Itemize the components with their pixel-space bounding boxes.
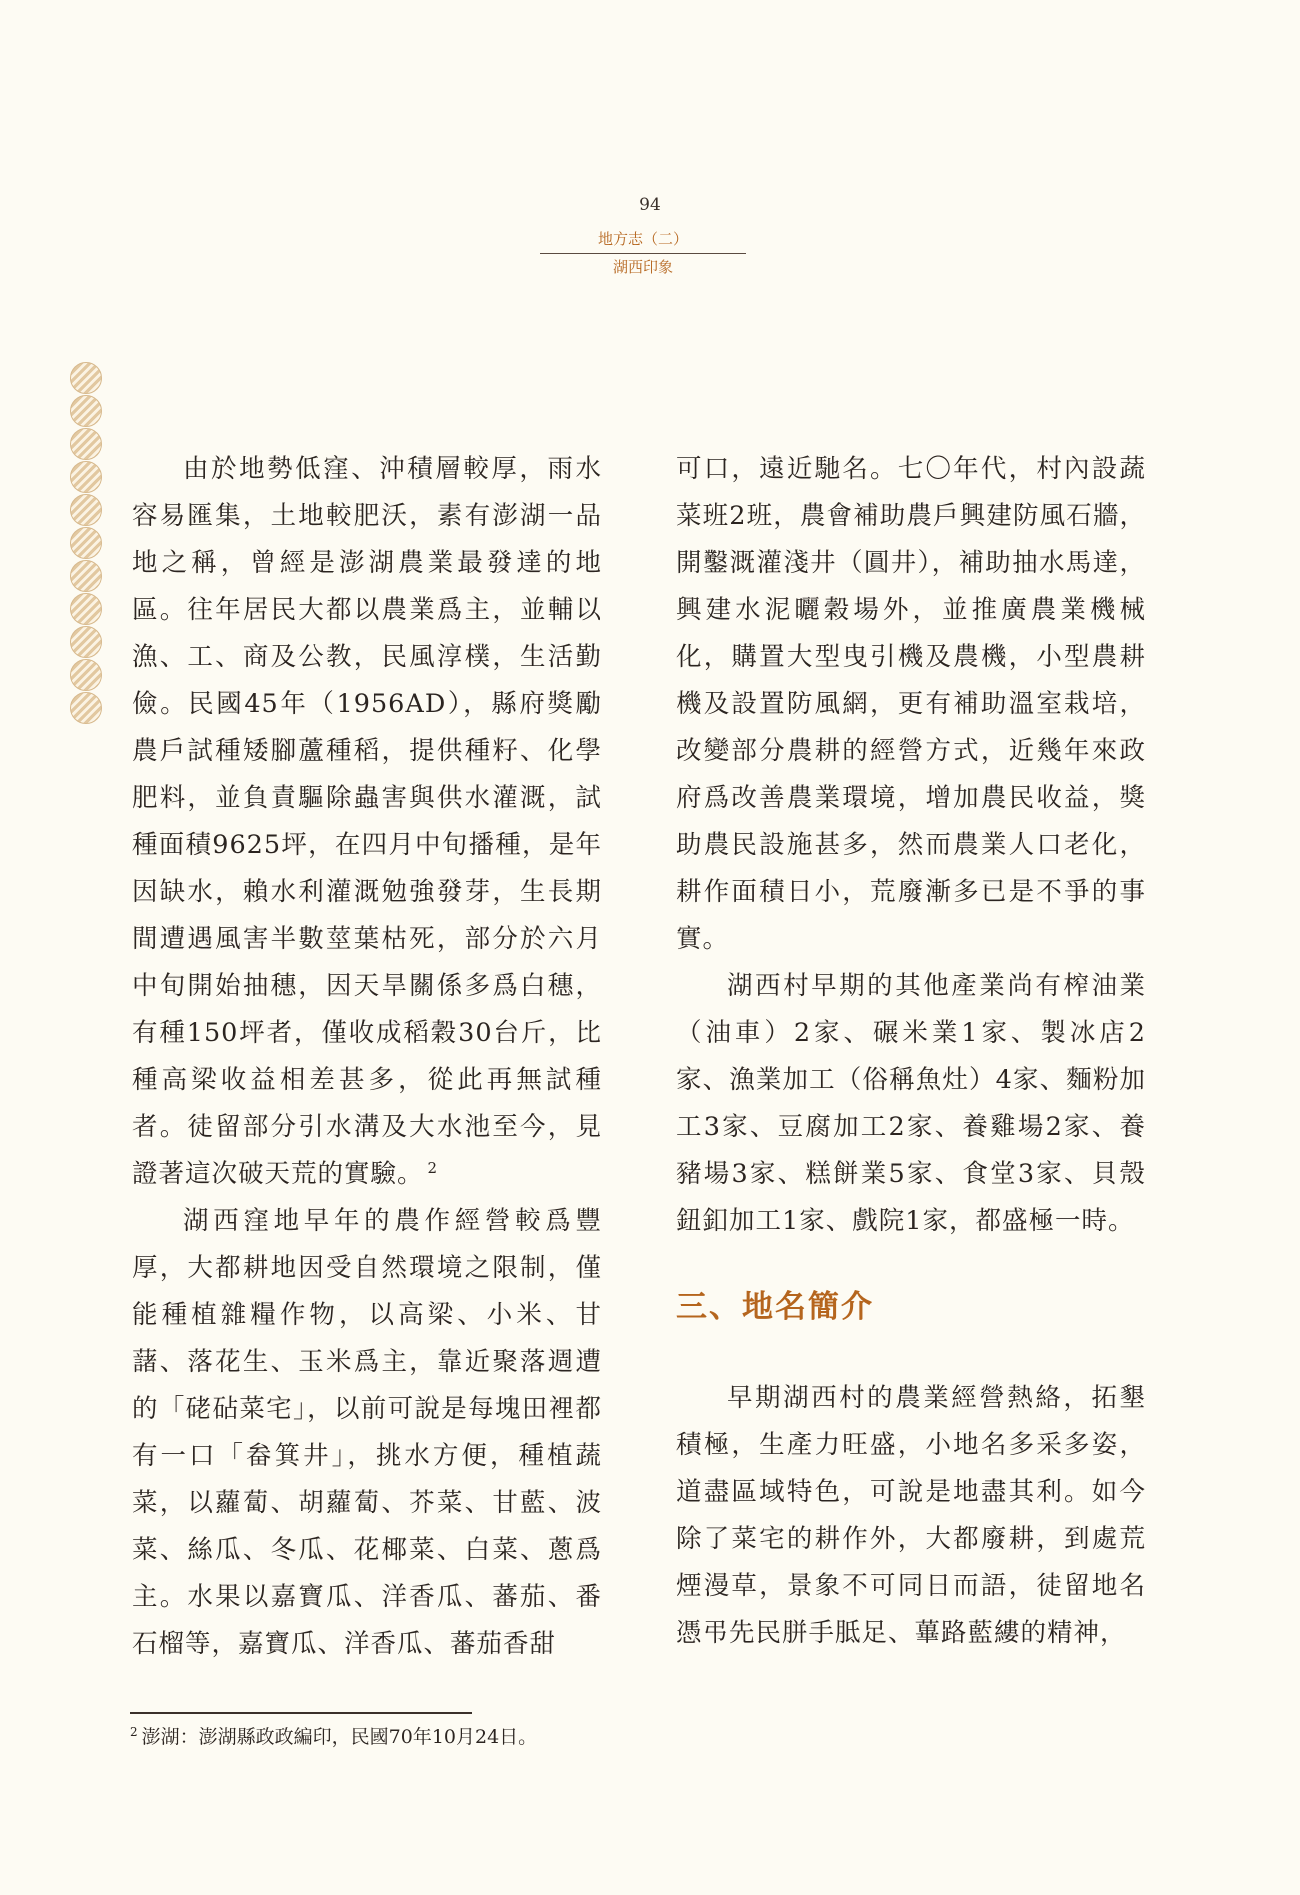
- ornament-disc: [70, 494, 102, 526]
- margin-ornament: [70, 362, 104, 725]
- footnote: [130, 1722, 830, 1752]
- section-heading: 三、地名簡介: [676, 1289, 874, 1325]
- footnote-reference[interactable]: 2: [427, 1158, 439, 1177]
- left-column: [132, 446, 602, 1668]
- page-number: 94: [639, 195, 661, 215]
- paragraph: 湖西窪地早年的農作經營較爲豐厚，大都耕地因受自然環境之限制，僅能種植雜糧作物，以高梁、小米、甘藷、落花生、玉米爲主，靠近聚落週遭的「硓砧菜宅」，以前可說是每塊田裡都有一口「畚箕井」，挑水方便，種植蔬菜，以蘿蔔、胡蘿蔔、芥菜、甘藍、波菜、絲瓜、冬瓜、花椰菜、白菜、蔥爲主。水果以嘉寶瓜、洋香瓜、蕃茄、番石榴等，嘉寶瓜、洋香瓜、蕃茄香甜: [132, 1206, 602, 1659]
- paragraph: 可口，遠近馳名。七〇年代，村內設蔬菜班2班，農會補助農戶興建防風石牆，開鑿溉灌淺井（圓井），補助抽水馬達，興建水泥曬穀場外，並推廣農業機械化，購置大型曳引機及農機，小型農耕機及設置防風網，更有補助溫室栽培，改變部分農耕的經營方式，近幾年來政府爲改善農業環境，增加農民收益，獎助農民設施甚多，然而農業人口老化，耕作面積日小，荒廢漸多已是不爭的事實。: [676, 454, 1146, 954]
- ornament-disc: [70, 395, 102, 427]
- ornament-disc: [70, 527, 102, 559]
- ornament-disc: [70, 659, 102, 691]
- running-head: [540, 228, 746, 278]
- ornament-disc: [70, 692, 102, 724]
- ornament-disc: [70, 626, 102, 658]
- paragraph: 湖西村早期的其他產業尚有榨油業（油車）2家、碾米業1家、製冰店2家、漁業加工（俗稱魚灶）4家、麵粉加工3家、豆腐加工2家、養雞場2家、養豬場3家、糕餅業5家、食堂3家、貝殼鈕釦加工1家、戲院1家，都盛極一時。: [676, 971, 1146, 1236]
- header-rule: [540, 253, 746, 254]
- volume-title: 湖西印象: [612, 258, 673, 276]
- ornament-disc: [70, 428, 102, 460]
- ornament-disc: [70, 593, 102, 625]
- ornament-disc: [70, 560, 102, 592]
- footnote-text: 澎湖：澎湖縣政政編印，民國70年10月24日。: [141, 1726, 538, 1748]
- paragraph: [132, 446, 602, 1198]
- series-title: 地方志（二）: [597, 230, 688, 248]
- footnote-mark: 2: [130, 1724, 138, 1739]
- right-column: [676, 446, 1146, 1657]
- ornament-disc: [70, 461, 102, 493]
- ornament-disc: [70, 362, 102, 394]
- footnote-rule: [130, 1712, 472, 1714]
- paragraph: 早期湖西村的農業經營熱絡，拓墾積極，生產力旺盛，小地名多采多姿，道盡區域特色，可說是地盡其利。如今除了菜宅的耕作外，大都廢耕，到處荒煙漫草，景象不可同日而語，徒留地名憑弔先民胼手胝足、蓽路藍縷的精神，: [676, 1383, 1146, 1648]
- paragraph-text: 由於地勢低窪、沖積層較厚，雨水容易匯集，土地較肥沃，素有澎湖一品地之稱，曾經是澎湖農業最發達的地區。往年居民大都以農業爲主，並輔以漁、工、商及公教，民風淳樸，生活勤儉。民國45年（1956AD），縣府獎勵農戶試種矮腳蘆種稻，提供種籽、化學肥料，並負責驅除蟲害與供水灌溉，試種面積9625坪，在四月中旬播種，是年因缺水，賴水利灌溉勉強發芽，生長期間遭遇風害半數莖葉枯死，部分於六月中旬開始抽穗，因天旱關係多爲白穗，有種150坪者，僅收成稻穀30台斤，比種高梁收益相差甚多，從此再無試種者。徒留部分引水溝及大水池至今，見證著這次破天荒的實驗。: [132, 454, 602, 1189]
